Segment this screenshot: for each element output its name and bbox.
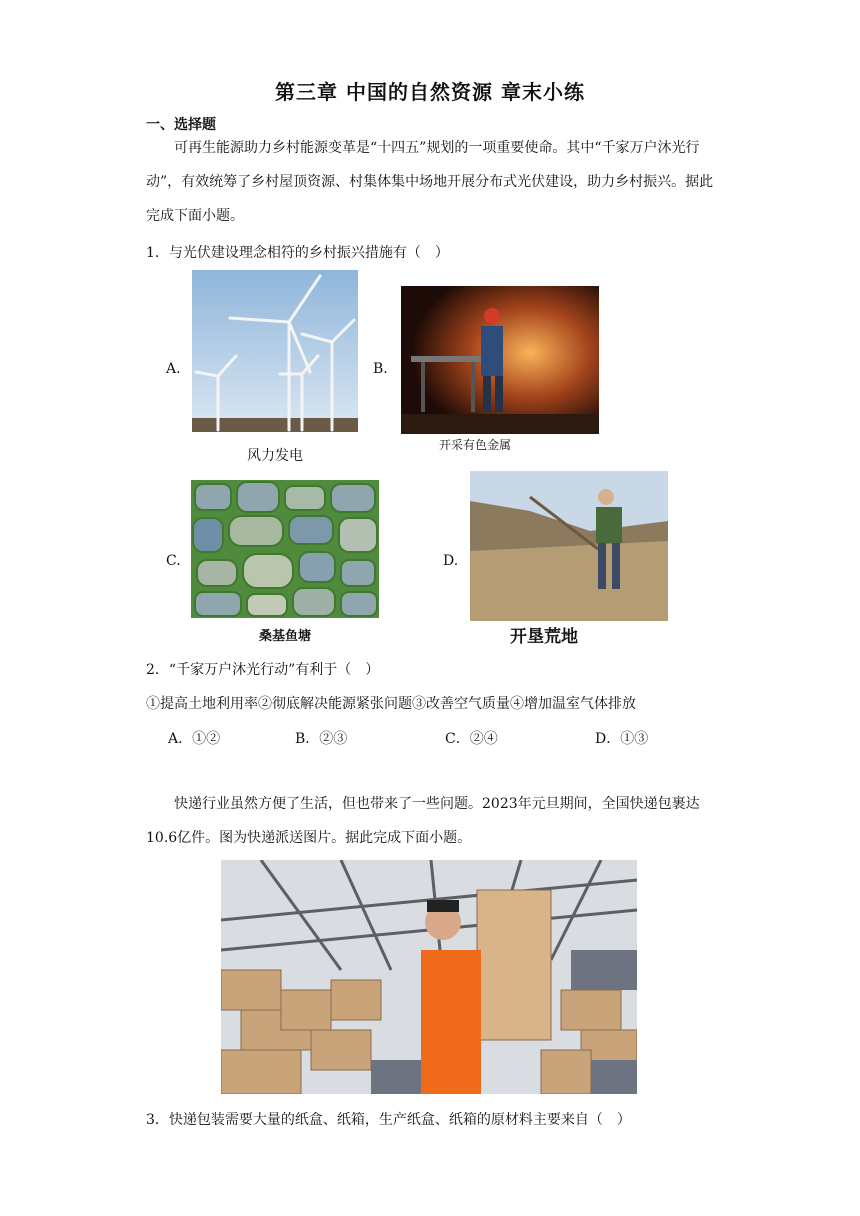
land-reclamation-image bbox=[470, 471, 668, 621]
question-1: 1．与光伏建设理念相符的乡村振兴措施有（ ） bbox=[146, 245, 449, 261]
passage-1: 可再生能源助力乡村能源变革是“十四五”规划的一项重要使命。其中“千家万户沐光行动”，有效统筹了乡村屋顶资源、村集体集中场地开展分布式光伏建设，助力乡村振兴。据此完成下面小题。 bbox=[146, 140, 714, 224]
mining-image bbox=[401, 286, 599, 434]
q2-option-c: C．②④ bbox=[445, 731, 498, 747]
question-2-statements: ①提高土地利用率②彻底解决能源紧张问题③改善空气质量④增加温室气体排放 bbox=[146, 696, 636, 712]
q2-option-b: B．②③ bbox=[295, 731, 348, 747]
wind-power-image bbox=[192, 270, 358, 432]
page-title: 第三章 中国的自然资源 章末小练 bbox=[275, 80, 585, 104]
option-b-label: B. bbox=[373, 361, 388, 377]
section-heading: 一、选择题 bbox=[146, 117, 216, 133]
passage-2: 快递行业虽然方便了生活，但也带来了一些问题。2023年元旦期间，全国快递包裹达10.6亿件。图为快递派送图片。据此完成下面小题。 bbox=[146, 796, 700, 846]
caption-land-reclamation: 开垦荒地 bbox=[510, 627, 578, 647]
question-2: 2．“千家万户沐光行动”有利于（ ） bbox=[146, 662, 380, 678]
q2-option-a: A．①② bbox=[168, 731, 221, 747]
q2-option-d: D．①③ bbox=[595, 731, 649, 747]
option-c-label: C. bbox=[166, 553, 181, 569]
caption-wind-power: 风力发电 bbox=[247, 448, 303, 464]
option-a-label: A. bbox=[166, 361, 181, 377]
express-delivery-image bbox=[221, 860, 637, 1094]
question-3: 3．快递包装需要大量的纸盒、纸箱，生产纸盒、纸箱的原材料主要来自（ ） bbox=[146, 1112, 631, 1128]
fish-pond-image bbox=[191, 480, 379, 618]
caption-fish-pond: 桑基鱼塘 bbox=[258, 629, 311, 644]
option-d-label: D. bbox=[443, 553, 459, 569]
caption-mining: 开采有色金属 bbox=[438, 438, 511, 452]
